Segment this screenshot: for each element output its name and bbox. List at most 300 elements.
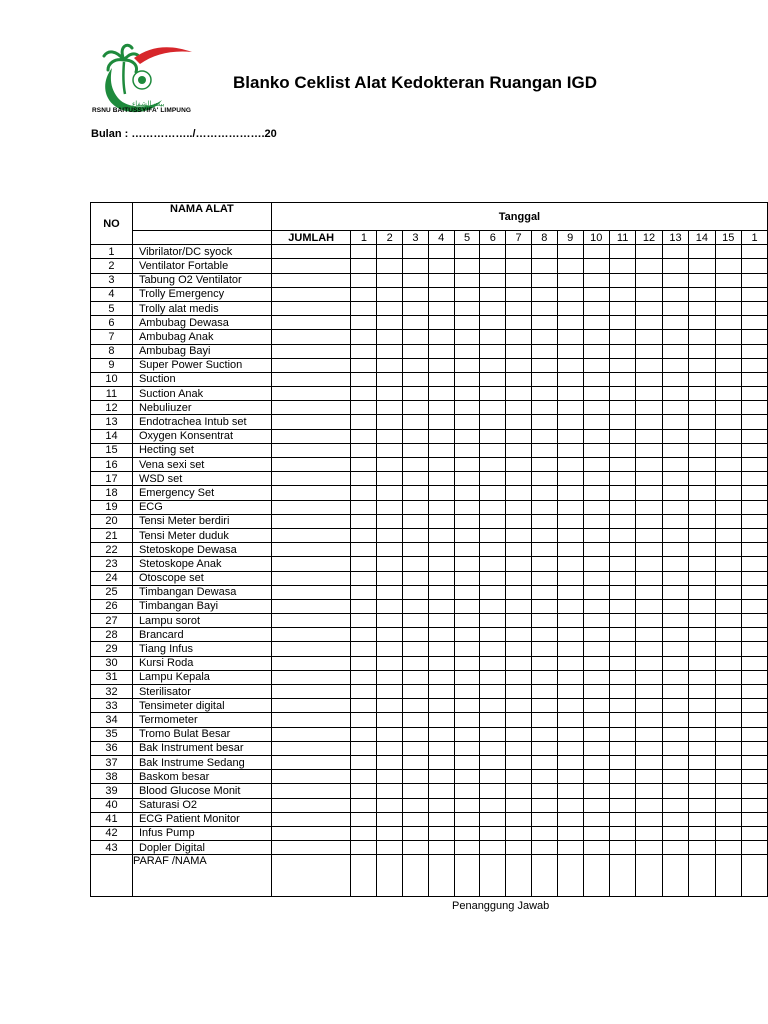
row-day-cell[interactable] (351, 670, 377, 684)
row-day-cell[interactable] (689, 841, 715, 855)
row-day-cell[interactable] (506, 415, 532, 429)
row-day-cell[interactable] (480, 628, 506, 642)
row-day-cell[interactable] (351, 798, 377, 812)
row-day-cell[interactable] (351, 486, 377, 500)
row-day-cell[interactable] (377, 798, 403, 812)
row-day-cell[interactable] (662, 841, 688, 855)
row-day-cell[interactable] (351, 330, 377, 344)
row-day-cell[interactable] (351, 245, 377, 259)
row-day-cell[interactable] (636, 401, 662, 415)
row-jumlah-cell[interactable] (271, 528, 351, 542)
row-day-cell[interactable] (454, 358, 480, 372)
row-jumlah-cell[interactable] (271, 784, 351, 798)
paraf-cell[interactable] (609, 855, 635, 897)
row-day-cell[interactable] (609, 259, 635, 273)
row-day-cell[interactable] (636, 841, 662, 855)
row-day-cell[interactable] (689, 500, 715, 514)
row-day-cell[interactable] (531, 273, 557, 287)
row-day-cell[interactable] (662, 273, 688, 287)
row-day-cell[interactable] (662, 245, 688, 259)
row-day-cell[interactable] (636, 755, 662, 769)
row-day-cell[interactable] (662, 628, 688, 642)
row-day-cell[interactable] (506, 472, 532, 486)
row-day-cell[interactable] (609, 614, 635, 628)
row-day-cell[interactable] (403, 486, 429, 500)
row-day-cell[interactable] (662, 387, 688, 401)
row-day-cell[interactable] (742, 316, 768, 330)
row-day-cell[interactable] (403, 458, 429, 472)
row-day-cell[interactable] (609, 528, 635, 542)
row-jumlah-cell[interactable] (271, 685, 351, 699)
row-day-cell[interactable] (583, 727, 609, 741)
row-day-cell[interactable] (715, 826, 741, 840)
row-day-cell[interactable] (583, 245, 609, 259)
row-day-cell[interactable] (480, 543, 506, 557)
row-day-cell[interactable] (689, 585, 715, 599)
row-day-cell[interactable] (742, 273, 768, 287)
row-day-cell[interactable] (506, 670, 532, 684)
row-day-cell[interactable] (454, 344, 480, 358)
row-day-cell[interactable] (662, 458, 688, 472)
row-day-cell[interactable] (557, 415, 583, 429)
row-day-cell[interactable] (506, 770, 532, 784)
row-day-cell[interactable] (531, 245, 557, 259)
row-day-cell[interactable] (557, 358, 583, 372)
row-day-cell[interactable] (609, 699, 635, 713)
row-day-cell[interactable] (557, 330, 583, 344)
row-day-cell[interactable] (428, 685, 454, 699)
row-day-cell[interactable] (480, 500, 506, 514)
row-day-cell[interactable] (351, 585, 377, 599)
row-day-cell[interactable] (689, 571, 715, 585)
row-day-cell[interactable] (506, 330, 532, 344)
row-day-cell[interactable] (428, 628, 454, 642)
row-day-cell[interactable] (377, 770, 403, 784)
row-day-cell[interactable] (454, 387, 480, 401)
row-day-cell[interactable] (689, 699, 715, 713)
row-day-cell[interactable] (531, 585, 557, 599)
row-day-cell[interactable] (609, 458, 635, 472)
row-jumlah-cell[interactable] (271, 443, 351, 457)
row-day-cell[interactable] (557, 642, 583, 656)
row-day-cell[interactable] (636, 443, 662, 457)
paraf-cell[interactable] (662, 855, 688, 897)
row-day-cell[interactable] (742, 358, 768, 372)
row-day-cell[interactable] (636, 656, 662, 670)
row-day-cell[interactable] (715, 429, 741, 443)
row-day-cell[interactable] (403, 557, 429, 571)
row-day-cell[interactable] (454, 812, 480, 826)
row-day-cell[interactable] (557, 372, 583, 386)
row-day-cell[interactable] (742, 826, 768, 840)
row-day-cell[interactable] (454, 245, 480, 259)
row-day-cell[interactable] (428, 755, 454, 769)
row-day-cell[interactable] (742, 486, 768, 500)
row-day-cell[interactable] (403, 514, 429, 528)
row-day-cell[interactable] (377, 585, 403, 599)
row-day-cell[interactable] (454, 571, 480, 585)
paraf-cell[interactable] (636, 855, 662, 897)
row-day-cell[interactable] (531, 826, 557, 840)
row-day-cell[interactable] (557, 528, 583, 542)
row-day-cell[interactable] (428, 614, 454, 628)
row-day-cell[interactable] (403, 713, 429, 727)
row-day-cell[interactable] (428, 443, 454, 457)
row-day-cell[interactable] (403, 543, 429, 557)
row-day-cell[interactable] (609, 599, 635, 613)
row-day-cell[interactable] (636, 486, 662, 500)
row-day-cell[interactable] (480, 330, 506, 344)
row-day-cell[interactable] (609, 585, 635, 599)
row-day-cell[interactable] (454, 741, 480, 755)
row-day-cell[interactable] (531, 670, 557, 684)
row-day-cell[interactable] (715, 557, 741, 571)
row-day-cell[interactable] (715, 273, 741, 287)
row-day-cell[interactable] (428, 415, 454, 429)
row-day-cell[interactable] (609, 798, 635, 812)
row-day-cell[interactable] (583, 514, 609, 528)
row-day-cell[interactable] (662, 372, 688, 386)
row-jumlah-cell[interactable] (271, 812, 351, 826)
row-day-cell[interactable] (428, 812, 454, 826)
row-day-cell[interactable] (403, 245, 429, 259)
row-day-cell[interactable] (506, 798, 532, 812)
row-day-cell[interactable] (583, 372, 609, 386)
row-day-cell[interactable] (428, 571, 454, 585)
row-day-cell[interactable] (715, 699, 741, 713)
row-day-cell[interactable] (583, 401, 609, 415)
row-day-cell[interactable] (454, 316, 480, 330)
row-day-cell[interactable] (377, 429, 403, 443)
row-day-cell[interactable] (351, 741, 377, 755)
row-day-cell[interactable] (377, 713, 403, 727)
row-day-cell[interactable] (636, 259, 662, 273)
row-day-cell[interactable] (454, 614, 480, 628)
row-day-cell[interactable] (351, 372, 377, 386)
row-day-cell[interactable] (609, 443, 635, 457)
row-day-cell[interactable] (662, 287, 688, 301)
row-day-cell[interactable] (506, 685, 532, 699)
row-day-cell[interactable] (403, 316, 429, 330)
row-day-cell[interactable] (609, 245, 635, 259)
row-day-cell[interactable] (609, 826, 635, 840)
row-day-cell[interactable] (377, 571, 403, 585)
row-jumlah-cell[interactable] (271, 358, 351, 372)
row-day-cell[interactable] (689, 741, 715, 755)
row-day-cell[interactable] (609, 543, 635, 557)
row-day-cell[interactable] (636, 812, 662, 826)
row-day-cell[interactable] (506, 486, 532, 500)
row-day-cell[interactable] (609, 330, 635, 344)
row-day-cell[interactable] (662, 656, 688, 670)
row-day-cell[interactable] (715, 543, 741, 557)
paraf-cell[interactable] (428, 855, 454, 897)
row-day-cell[interactable] (583, 585, 609, 599)
row-day-cell[interactable] (377, 486, 403, 500)
row-day-cell[interactable] (377, 458, 403, 472)
row-day-cell[interactable] (742, 656, 768, 670)
row-day-cell[interactable] (480, 713, 506, 727)
row-day-cell[interactable] (636, 770, 662, 784)
row-day-cell[interactable] (715, 301, 741, 315)
row-day-cell[interactable] (609, 841, 635, 855)
row-day-cell[interactable] (428, 557, 454, 571)
row-day-cell[interactable] (583, 557, 609, 571)
row-day-cell[interactable] (583, 543, 609, 557)
row-day-cell[interactable] (377, 741, 403, 755)
row-day-cell[interactable] (506, 812, 532, 826)
row-day-cell[interactable] (662, 755, 688, 769)
row-day-cell[interactable] (506, 557, 532, 571)
row-day-cell[interactable] (742, 245, 768, 259)
row-day-cell[interactable] (377, 245, 403, 259)
row-day-cell[interactable] (583, 628, 609, 642)
row-day-cell[interactable] (609, 486, 635, 500)
row-day-cell[interactable] (662, 770, 688, 784)
row-day-cell[interactable] (428, 670, 454, 684)
row-day-cell[interactable] (715, 316, 741, 330)
row-day-cell[interactable] (403, 401, 429, 415)
row-day-cell[interactable] (454, 727, 480, 741)
row-day-cell[interactable] (377, 642, 403, 656)
row-day-cell[interactable] (428, 656, 454, 670)
row-day-cell[interactable] (531, 443, 557, 457)
row-day-cell[interactable] (531, 557, 557, 571)
row-day-cell[interactable] (377, 344, 403, 358)
row-day-cell[interactable] (531, 301, 557, 315)
row-day-cell[interactable] (531, 429, 557, 443)
row-day-cell[interactable] (742, 642, 768, 656)
row-day-cell[interactable] (715, 713, 741, 727)
row-day-cell[interactable] (557, 301, 583, 315)
row-day-cell[interactable] (506, 500, 532, 514)
row-day-cell[interactable] (689, 812, 715, 826)
row-day-cell[interactable] (506, 599, 532, 613)
row-day-cell[interactable] (583, 685, 609, 699)
row-day-cell[interactable] (403, 472, 429, 486)
row-jumlah-cell[interactable] (271, 372, 351, 386)
row-day-cell[interactable] (609, 642, 635, 656)
row-day-cell[interactable] (742, 628, 768, 642)
row-day-cell[interactable] (428, 798, 454, 812)
row-day-cell[interactable] (609, 628, 635, 642)
row-day-cell[interactable] (377, 358, 403, 372)
row-day-cell[interactable] (583, 614, 609, 628)
row-day-cell[interactable] (454, 500, 480, 514)
row-day-cell[interactable] (662, 415, 688, 429)
row-day-cell[interactable] (506, 841, 532, 855)
row-day-cell[interactable] (636, 514, 662, 528)
row-day-cell[interactable] (557, 685, 583, 699)
row-day-cell[interactable] (583, 812, 609, 826)
row-day-cell[interactable] (480, 599, 506, 613)
row-day-cell[interactable] (428, 528, 454, 542)
row-day-cell[interactable] (689, 344, 715, 358)
row-day-cell[interactable] (583, 784, 609, 798)
row-day-cell[interactable] (403, 642, 429, 656)
row-day-cell[interactable] (531, 713, 557, 727)
row-day-cell[interactable] (742, 798, 768, 812)
row-day-cell[interactable] (609, 287, 635, 301)
row-day-cell[interactable] (662, 543, 688, 557)
row-day-cell[interactable] (636, 387, 662, 401)
row-day-cell[interactable] (428, 273, 454, 287)
row-day-cell[interactable] (583, 429, 609, 443)
row-day-cell[interactable] (742, 287, 768, 301)
row-day-cell[interactable] (609, 685, 635, 699)
row-day-cell[interactable] (609, 273, 635, 287)
row-day-cell[interactable] (531, 500, 557, 514)
row-day-cell[interactable] (742, 472, 768, 486)
row-day-cell[interactable] (689, 670, 715, 684)
paraf-cell[interactable] (351, 855, 377, 897)
row-day-cell[interactable] (428, 642, 454, 656)
row-day-cell[interactable] (454, 685, 480, 699)
row-day-cell[interactable] (480, 415, 506, 429)
row-day-cell[interactable] (583, 287, 609, 301)
row-day-cell[interactable] (351, 500, 377, 514)
row-day-cell[interactable] (531, 741, 557, 755)
row-day-cell[interactable] (715, 486, 741, 500)
row-day-cell[interactable] (454, 543, 480, 557)
row-day-cell[interactable] (506, 273, 532, 287)
row-day-cell[interactable] (609, 656, 635, 670)
row-day-cell[interactable] (609, 727, 635, 741)
row-day-cell[interactable] (531, 514, 557, 528)
row-day-cell[interactable] (742, 812, 768, 826)
row-day-cell[interactable] (428, 727, 454, 741)
row-jumlah-cell[interactable] (271, 642, 351, 656)
row-jumlah-cell[interactable] (271, 841, 351, 855)
row-jumlah-cell[interactable] (271, 557, 351, 571)
row-day-cell[interactable] (351, 628, 377, 642)
row-day-cell[interactable] (506, 571, 532, 585)
row-day-cell[interactable] (377, 812, 403, 826)
row-day-cell[interactable] (454, 514, 480, 528)
row-jumlah-cell[interactable] (271, 245, 351, 259)
row-day-cell[interactable] (428, 387, 454, 401)
row-day-cell[interactable] (662, 713, 688, 727)
row-day-cell[interactable] (636, 741, 662, 755)
row-jumlah-cell[interactable] (271, 755, 351, 769)
row-day-cell[interactable] (531, 472, 557, 486)
row-day-cell[interactable] (428, 486, 454, 500)
row-day-cell[interactable] (715, 245, 741, 259)
row-day-cell[interactable] (689, 798, 715, 812)
row-day-cell[interactable] (636, 614, 662, 628)
row-day-cell[interactable] (636, 713, 662, 727)
row-day-cell[interactable] (662, 585, 688, 599)
row-day-cell[interactable] (557, 273, 583, 287)
row-day-cell[interactable] (377, 273, 403, 287)
row-day-cell[interactable] (377, 614, 403, 628)
row-day-cell[interactable] (557, 670, 583, 684)
row-day-cell[interactable] (403, 415, 429, 429)
row-day-cell[interactable] (636, 245, 662, 259)
paraf-cell[interactable] (557, 855, 583, 897)
row-day-cell[interactable] (480, 656, 506, 670)
row-day-cell[interactable] (689, 614, 715, 628)
row-day-cell[interactable] (403, 372, 429, 386)
paraf-cell[interactable] (689, 855, 715, 897)
row-day-cell[interactable] (531, 486, 557, 500)
row-day-cell[interactable] (506, 358, 532, 372)
row-day-cell[interactable] (454, 713, 480, 727)
row-day-cell[interactable] (351, 273, 377, 287)
row-day-cell[interactable] (428, 344, 454, 358)
row-day-cell[interactable] (480, 798, 506, 812)
row-day-cell[interactable] (480, 372, 506, 386)
row-day-cell[interactable] (636, 599, 662, 613)
row-day-cell[interactable] (377, 557, 403, 571)
row-day-cell[interactable] (454, 458, 480, 472)
row-day-cell[interactable] (428, 316, 454, 330)
row-day-cell[interactable] (636, 472, 662, 486)
row-day-cell[interactable] (742, 500, 768, 514)
row-day-cell[interactable] (531, 401, 557, 415)
row-day-cell[interactable] (428, 841, 454, 855)
row-day-cell[interactable] (557, 287, 583, 301)
row-day-cell[interactable] (377, 316, 403, 330)
row-day-cell[interactable] (742, 585, 768, 599)
row-day-cell[interactable] (428, 301, 454, 315)
row-day-cell[interactable] (480, 614, 506, 628)
row-day-cell[interactable] (531, 316, 557, 330)
row-day-cell[interactable] (689, 401, 715, 415)
row-day-cell[interactable] (715, 514, 741, 528)
row-day-cell[interactable] (351, 599, 377, 613)
row-day-cell[interactable] (609, 372, 635, 386)
row-day-cell[interactable] (403, 571, 429, 585)
row-day-cell[interactable] (557, 500, 583, 514)
row-day-cell[interactable] (403, 599, 429, 613)
row-day-cell[interactable] (636, 429, 662, 443)
row-day-cell[interactable] (636, 330, 662, 344)
row-day-cell[interactable] (689, 443, 715, 457)
row-day-cell[interactable] (506, 642, 532, 656)
row-day-cell[interactable] (428, 372, 454, 386)
row-day-cell[interactable] (662, 685, 688, 699)
row-jumlah-cell[interactable] (271, 301, 351, 315)
row-day-cell[interactable] (689, 599, 715, 613)
row-day-cell[interactable] (609, 784, 635, 798)
row-day-cell[interactable] (480, 770, 506, 784)
row-jumlah-cell[interactable] (271, 826, 351, 840)
row-day-cell[interactable] (428, 330, 454, 344)
row-day-cell[interactable] (557, 387, 583, 401)
row-day-cell[interactable] (609, 429, 635, 443)
row-day-cell[interactable] (636, 685, 662, 699)
row-day-cell[interactable] (351, 755, 377, 769)
row-day-cell[interactable] (480, 812, 506, 826)
row-day-cell[interactable] (715, 472, 741, 486)
row-day-cell[interactable] (351, 458, 377, 472)
row-day-cell[interactable] (403, 628, 429, 642)
row-day-cell[interactable] (636, 557, 662, 571)
row-day-cell[interactable] (742, 543, 768, 557)
row-day-cell[interactable] (454, 670, 480, 684)
row-day-cell[interactable] (557, 514, 583, 528)
row-day-cell[interactable] (662, 443, 688, 457)
row-day-cell[interactable] (689, 472, 715, 486)
row-day-cell[interactable] (636, 784, 662, 798)
row-day-cell[interactable] (377, 500, 403, 514)
row-day-cell[interactable] (636, 344, 662, 358)
row-day-cell[interactable] (636, 372, 662, 386)
row-day-cell[interactable] (636, 585, 662, 599)
row-day-cell[interactable] (557, 316, 583, 330)
row-day-cell[interactable] (715, 685, 741, 699)
